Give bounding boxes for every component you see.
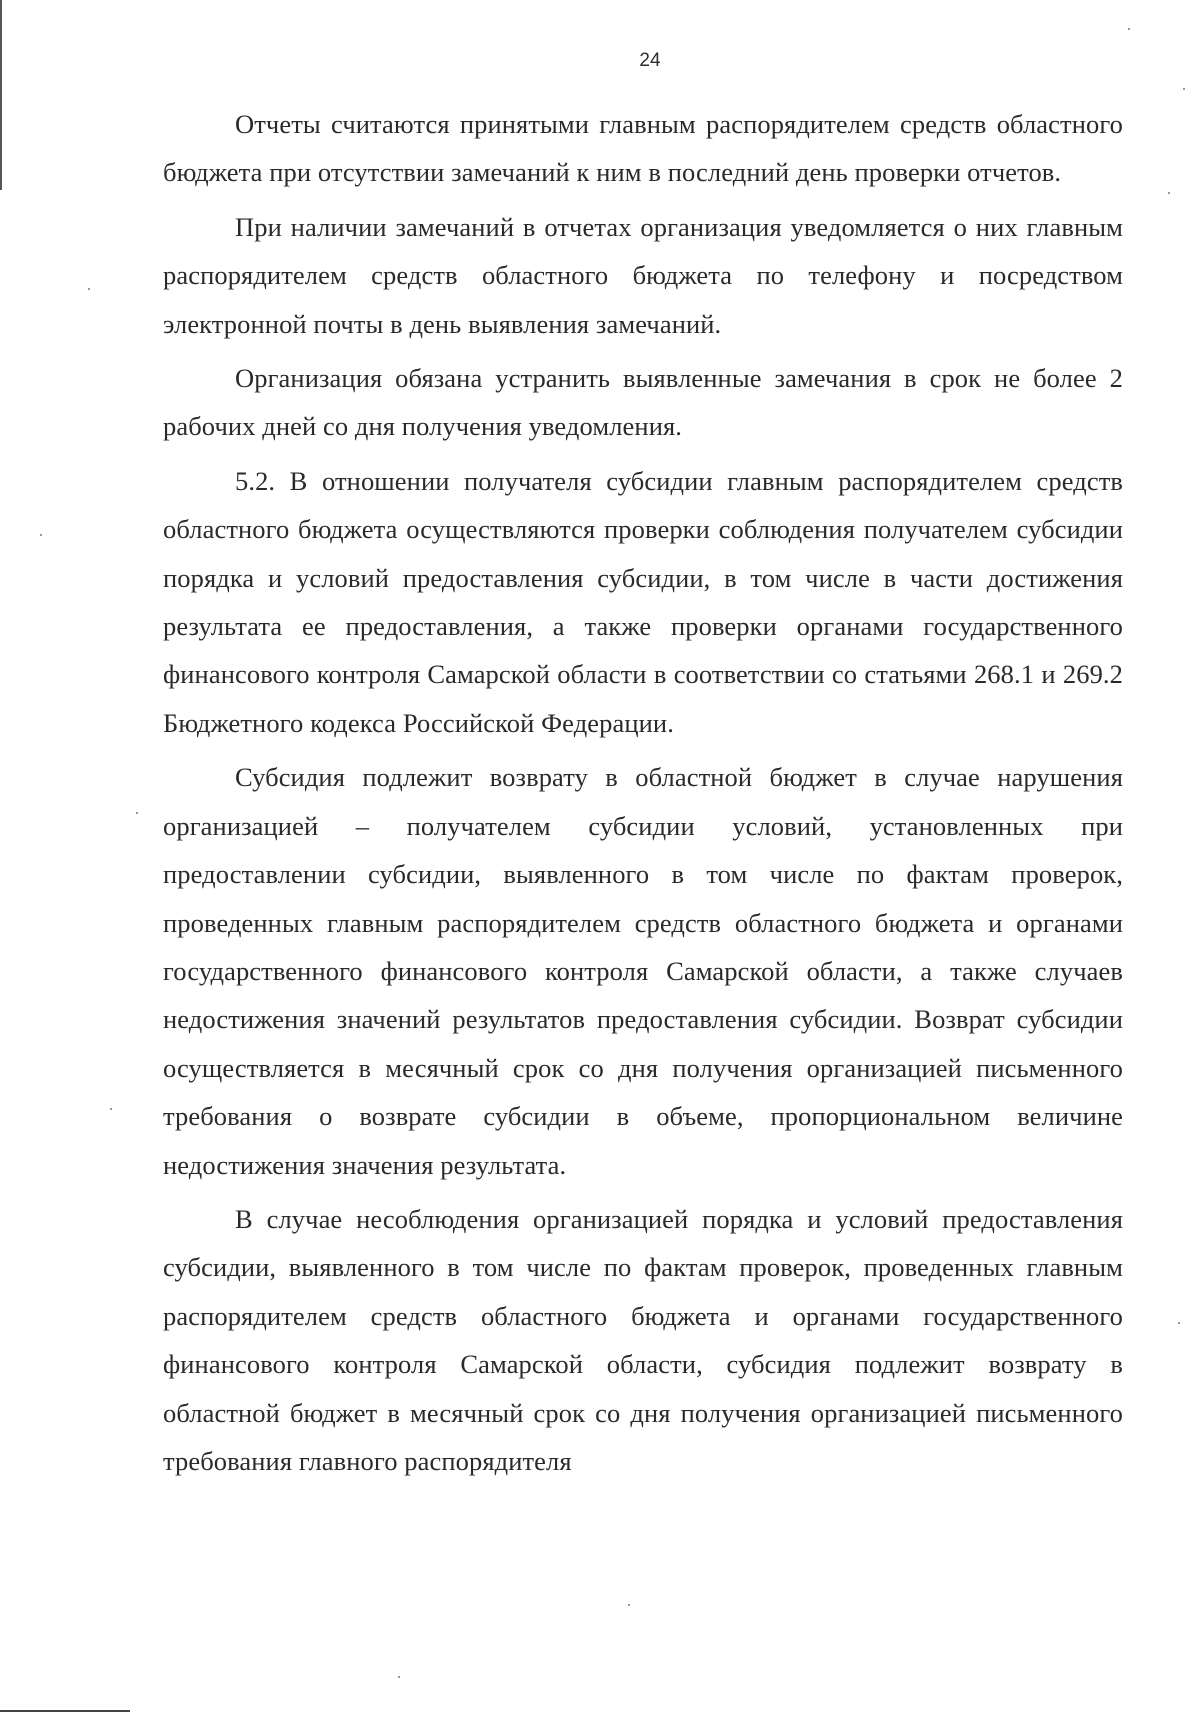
paragraph-noncompliance-return: В случае несоблюдения организацией порядка и условий предоставления субсидии, выявленного в том числе по фактам проверок, проведенных главным распорядителем средств областного бюджета и органами государственного финансового контроля Самарской области, субсидия подлежит возврату в областной бюджет в месячный срок со дня получения организацией письменного требования главного распорядителя <box>163 1203 1123 1476</box>
page-number: 24 <box>639 50 661 71</box>
scan-speck <box>136 812 138 814</box>
scan-speck <box>628 1604 630 1606</box>
scan-speck <box>110 1108 112 1110</box>
paragraph-subsidy-return: Субсидия подлежит возврату в областной бюджет в случае нарушения организацией – получателем субсидии условий, установленных при предоставлении субсидии, выявленного в том числе по фактам проверок, проведенных главным распорядителем средств областного бюджета и органами государственного финансового контроля Самарской области, а также случаев недостижения значений результатов предоставления субсидии. Возврат субсидии осуществляется в месячный срок со дня получения организацией письменного требования о возврате субсидии в объеме, пропорциональном величине недостижения значения результата. <box>163 762 1123 1180</box>
scan-speck <box>398 1676 400 1678</box>
scan-edge-line <box>0 0 2 190</box>
paragraph-section-5-2: 5.2. В отношении получателя субсидии главным распорядителем средств областного бюджета осуществляются проверки соблюдения получателем субсидии порядка и условий предоставления субсидии, в том числе в части достижения результата ее предоставления, а также проверки органами государственного финансового контроля Самарской области в соответствии со статьями 268.1 и 269.2 Бюджетного кодекса Российской Федерации. <box>163 465 1123 738</box>
document-body <box>163 100 1123 1485</box>
scan-speck <box>40 534 42 536</box>
scan-speck <box>1168 192 1170 194</box>
scan-speck <box>88 288 90 290</box>
scan-speck <box>1178 1322 1180 1324</box>
paragraph-reports-accepted: Отчеты считаются принятыми главным распорядителем средств областного бюджета при отсутствии замечаний к ним в последний день проверки отчетов. <box>163 109 1123 188</box>
scan-speck <box>1128 28 1130 30</box>
paragraph-remarks-notification: При наличии замечаний в отчетах организация уведомляется о них главным распорядителем средств областного бюджета по телефону и посредством электронной почты в день выявления замечаний. <box>163 211 1123 339</box>
scan-speck <box>1183 88 1185 90</box>
paragraph-remarks-fix-deadline: Организация обязана устранить выявленные замечания в срок не более 2 рабочих дней со дня получения уведомления. <box>163 363 1123 442</box>
